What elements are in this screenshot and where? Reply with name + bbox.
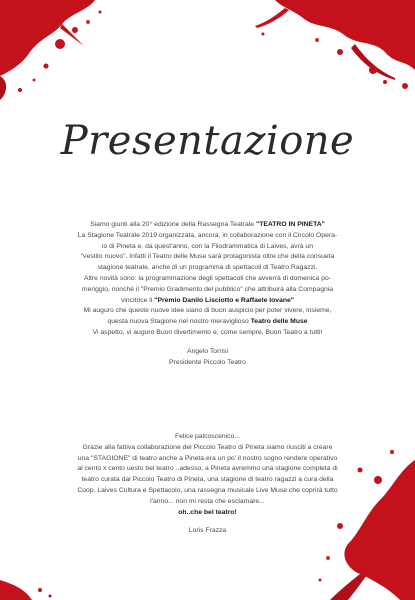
signature-role: Presidente Piccolo Teatro — [169, 358, 246, 366]
red-ink-splatter-top-right — [245, 0, 415, 95]
festival-name: "TEATRO IN PINETA" — [255, 221, 325, 228]
page-title: Presentazione — [60, 118, 355, 164]
text-line: "vestito nuovo". Infatti il Teatro delle Muse sarà protagonista oltre che della consueta — [80, 253, 335, 261]
signature-block — [20, 347, 395, 369]
presentation-text-block — [20, 220, 395, 368]
text-line: questa nuova Stagione nel nostro meraviglioso Teatro delle Muse — [107, 318, 308, 326]
text-line: La Stagione Teatrale 2019 organizzata, ancora, in collaborazione con il Circolo Opera- — [77, 231, 338, 239]
closing-exclamation: oh..che bel teatro! — [178, 508, 237, 516]
award-name: "Premio Danilo Lisciotto e Raffaele Iovane" — [154, 296, 295, 304]
text-line: Siamo giunti alla 20° edizione della Rassegna Teatrale "TEATRO IN PINETA" — [90, 221, 325, 228]
text-line: Vi aspetto, vi auguro Buon divertimento e, come sempre, Buon Teatro a tutti! — [92, 328, 323, 336]
text-line: meriggio, nonché il "Premio Gradimento del pubblico" che attribuirà alla Compagnia — [81, 285, 334, 293]
text-line: una "STAGIONE" di teatro anche a Pineta,era un po' il nostro sogno rendere operativo — [77, 454, 338, 462]
text-line: Mi auguro che queste nuove idee siano di buon auspicio per poter vivere, insieme, — [83, 307, 332, 315]
text-line: al cento x cento uesto bel teatro ..adesso, a Pineta avremmo una stagione completa di — [77, 465, 338, 473]
signature-name: Loris Frazza — [188, 527, 227, 535]
text-line: l'anno... non mi resta che esclamare... — [150, 497, 265, 505]
text-line: Felice palcoscenico... — [175, 433, 240, 440]
theater-name: Teatro delle Muse — [250, 318, 308, 326]
signature-name: Angelo Torrisi — [186, 347, 229, 355]
text-line: Grazie alla fattiva collaborazione del Piccolo Teatro di Pineta siamo riusciti a creare — [82, 443, 333, 451]
text-line: teatro curata dal Piccolo Teatro di Pineta, una stagione di teatro ragazzi a cura della — [81, 476, 334, 484]
text-line: stagione teatrale, anche di un programma di spettacoli di Teatro Ragazzi. — [97, 264, 318, 272]
text-line: Coop. Laives Cultura e Spettacolo, una rassegna musicale Live Muse che coprirà tutto — [77, 486, 338, 494]
red-ink-splatter-bottom-left — [0, 570, 70, 600]
greeting-text-block — [20, 432, 395, 537]
signature-block — [20, 526, 395, 537]
red-ink-splatter-top-left — [0, 0, 120, 110]
text-line: vincitrice il "Premio Danilo Lisciotto e Raffaele Iovane" — [120, 296, 295, 304]
text-line: Altre novità sono: la programmazione degli spettacoli che avverrà di domenica po- — [83, 274, 332, 282]
text-line: io di Pineta e, da quest'anno, con la Filodrammatica di Laives, avrà un — [102, 242, 313, 250]
